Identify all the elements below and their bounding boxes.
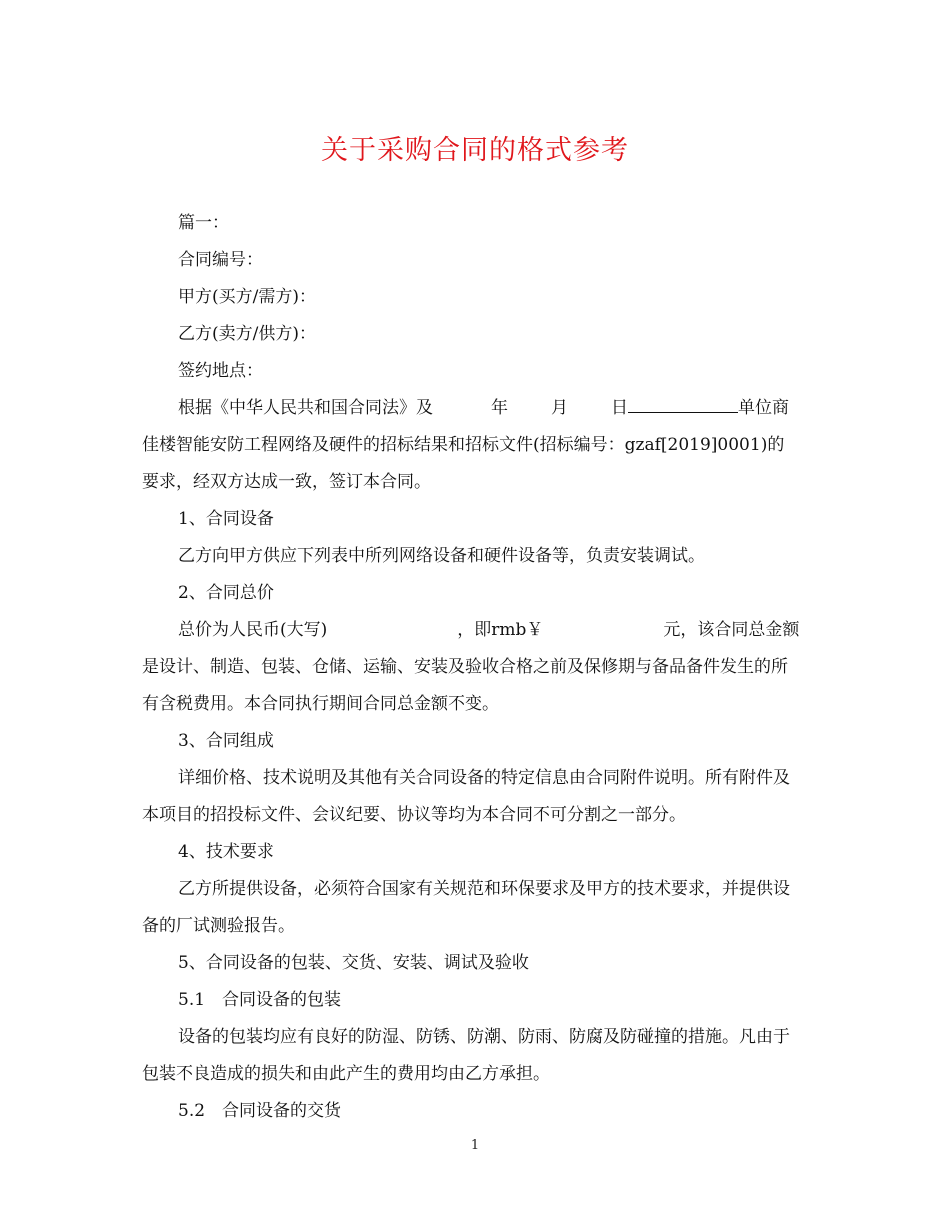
signing-place-field: 签约地点：: [178, 361, 263, 381]
month-label: 月: [551, 398, 568, 418]
equipment-paragraph: 乙方向甲方供应下列表中所列网络设备和硬件设备等，负责安装调试。: [178, 546, 705, 566]
heading-equipment: 1、合同设备: [178, 509, 274, 529]
composition-paragraph: 详细价格、技术说明及其他有关合同设备的特定信息由合同附件说明。所有附件及本项目的招投标文件、会议纪要、协议等均为本合同不可分割之一部分。: [142, 768, 790, 825]
packaging-paragraph: 设备的包装均应有良好的防湿、防锈、防潮、防雨、防腐及防碰撞的措施。凡由于包装不良造成的损失和由此产生的费用均由乙方承担。: [142, 1027, 790, 1084]
heading-technical: 4、技术要求: [178, 842, 274, 862]
page-number: 1: [470, 1138, 480, 1153]
price-rmb-label: ，即rmb￥: [457, 620, 544, 640]
preamble-rest: 单位商佳楼智能安防工程网络及硬件的招标结果和招标文件(招标编号：gzaf[2019]0001)的要求，经双方达成一致，签订本合同。: [142, 398, 789, 492]
subheading-packaging: 5.1 合同设备的包装: [178, 990, 342, 1010]
party-b-field: 乙方(卖方/供方)：: [178, 324, 316, 344]
contract-number-field: 合同编号：: [178, 250, 263, 270]
preamble-start: 根据《中华人民共和国合同法》及: [178, 398, 433, 418]
document-body: [142, 205, 800, 1130]
preamble-paragraph: [142, 390, 800, 501]
day-label: 日: [611, 398, 628, 418]
heading-packaging-delivery: 5、合同设备的包装、交货、安装、调试及验收: [178, 953, 529, 973]
party-a-field: 甲方(买方/需方)：: [178, 287, 316, 307]
total-price-paragraph: [142, 612, 800, 723]
price-rest: 元，该合同总金额是设计、制造、包装、仓储、运输、安装及验收合格之前及保修期与备品备件发生的所有含税费用。本合同执行期间合同总金额不变。: [142, 620, 800, 714]
heading-total-price: 2、合同总价: [178, 583, 274, 603]
blank-underline: [628, 398, 738, 413]
year-label: 年: [491, 398, 508, 418]
subheading-delivery: 5.2 合同设备的交货: [178, 1101, 342, 1121]
document-title: 关于采购合同的格式参考: [321, 135, 629, 166]
section-label: 篇一：: [178, 213, 229, 233]
price-capital-label: 总价为人民币(大写): [178, 620, 328, 640]
technical-paragraph: 乙方所提供设备，必须符合国家有关规范和环保要求及甲方的技术要求，并提供设备的厂试测验报告。: [142, 879, 790, 936]
heading-composition: 3、合同组成: [178, 731, 274, 751]
